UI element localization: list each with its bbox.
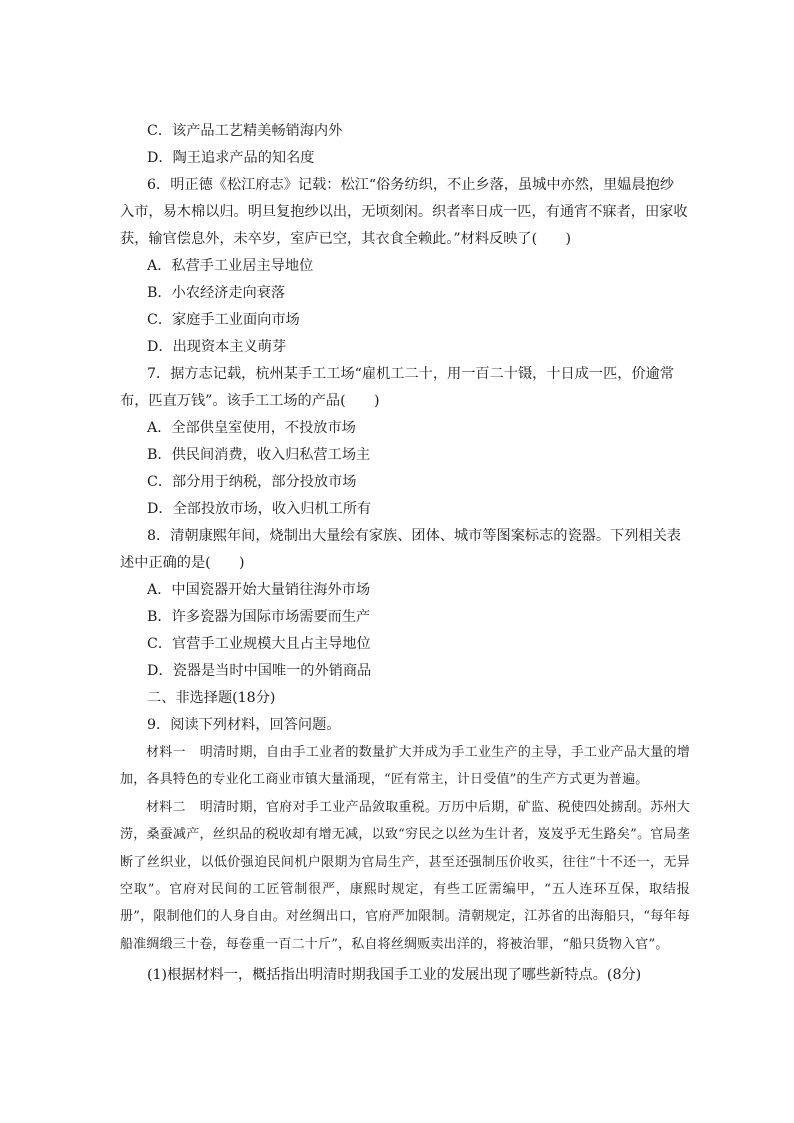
- q6-option-d: D．出现资本主义萌芽: [147, 339, 287, 355]
- q7-option-a: A．全部供皇室使用，不投放市场: [147, 420, 356, 436]
- q8-option-a: A．中国瓷器开始大量销往海外市场: [147, 582, 371, 598]
- q8-option-c: C．官营手工业规模大且占主导地位: [147, 636, 371, 652]
- material-one-body: 明清时期，自由手工业者的数量扩大并成为手工业生产的主导，手工业产品大量的增加，各具特色的专业化工商业市镇大量涌现，“匠有常主，计日受值”的生产方式更为普遍。: [120, 745, 690, 788]
- material-two-body: 明清时期，官府对手工业产品敛取重税。万历中后期，矿监、税使四处掳刮。苏州大涝，桑蚕减产，丝织品的税收却有增无减，以致“穷民之以丝为生计者，岌岌乎无生路矣”。官局垄断了丝织业，以低价强迫民间机户限期为官局生产，甚至还强制压价收买，往往“十不还一，无异空取”。官府对民间的工匠管制很严，康熙时规定，有些工匠需编甲，“五人连环互保，取结报册”，限制他们的人身自由。对丝绸出口，官府严加限制。清朝规定，江苏省的出海船只，“每年每船准绸缎三十卷，每卷重一百二十斤”，私自将丝绸贩卖出洋的，将被治罪，“船只货物入官”。: [120, 799, 690, 952]
- q7-stem-line1: 7．据方志记载，杭州某手工工场“雇机工二十，用一百二十镊，十日成一匹，价逾常: [147, 366, 675, 382]
- q9-subquestion-1: (1)根据材料一，概括指出明清时期我国手工业的发展出现了哪些新特点。(8分): [147, 967, 642, 984]
- q6-option-b: B．小农经济走向衰落: [147, 285, 286, 301]
- q8-stem-line2: 述中正确的是( ): [120, 555, 245, 571]
- q6-stem-line3: 获，输官偿息外，未卒岁，室庐已空，其衣食全赖此。”材料反映了( ): [120, 231, 572, 247]
- exam-content: [120, 118, 690, 989]
- q5-option-c: C．该产品工艺精美畅销海内外: [147, 123, 343, 139]
- material-two-heading: 材料二: [146, 799, 186, 815]
- q8-option-b: B．许多瓷器为国际市场需要而生产: [147, 609, 371, 625]
- q6-stem-line1: 6．明正德《松江府志》记载：松江“俗务纺织，不止乡落，虽城中亦然，里媪晨抱纱: [147, 177, 675, 193]
- q7-option-b: B．供民间消费，收入归私营工场主: [147, 447, 371, 463]
- q6-stem-line2: 入市，易木棉以归。明旦复抱纱以出，无顷刻闲。织者率日成一匹，有通宵不寐者，田家收: [120, 204, 688, 220]
- material-one-heading: 材料一: [146, 745, 186, 760]
- q5-option-d: D．陶王追求产品的知名度: [147, 150, 315, 166]
- q8-stem-line1: 8．清朝康熙年间，烧制出大量绘有家族、团体、城市等图案标志的瓷器。下列相关表: [147, 528, 681, 544]
- q8-option-d: D．瓷器是当时中国唯一的外销商品: [147, 663, 372, 679]
- material-one: [120, 739, 690, 794]
- q7-stem-line2: 布，匹直万钱”。该手工工场的产品( ): [120, 393, 380, 409]
- section-heading-nonchoice: 二、非选择题(18分): [147, 690, 276, 706]
- q7-option-d: D．全部投放市场，收入归机工所有: [147, 501, 372, 517]
- q6-option-c: C．家庭手工业面向市场: [147, 312, 300, 328]
- q6-option-a: A．私营手工业居主导地位: [147, 258, 314, 274]
- material-two: [120, 794, 690, 958]
- q9-stem: 9．阅读下列材料，回答问题。: [147, 717, 341, 733]
- q7-option-c: C．部分用于纳税，部分投放市场: [147, 474, 357, 490]
